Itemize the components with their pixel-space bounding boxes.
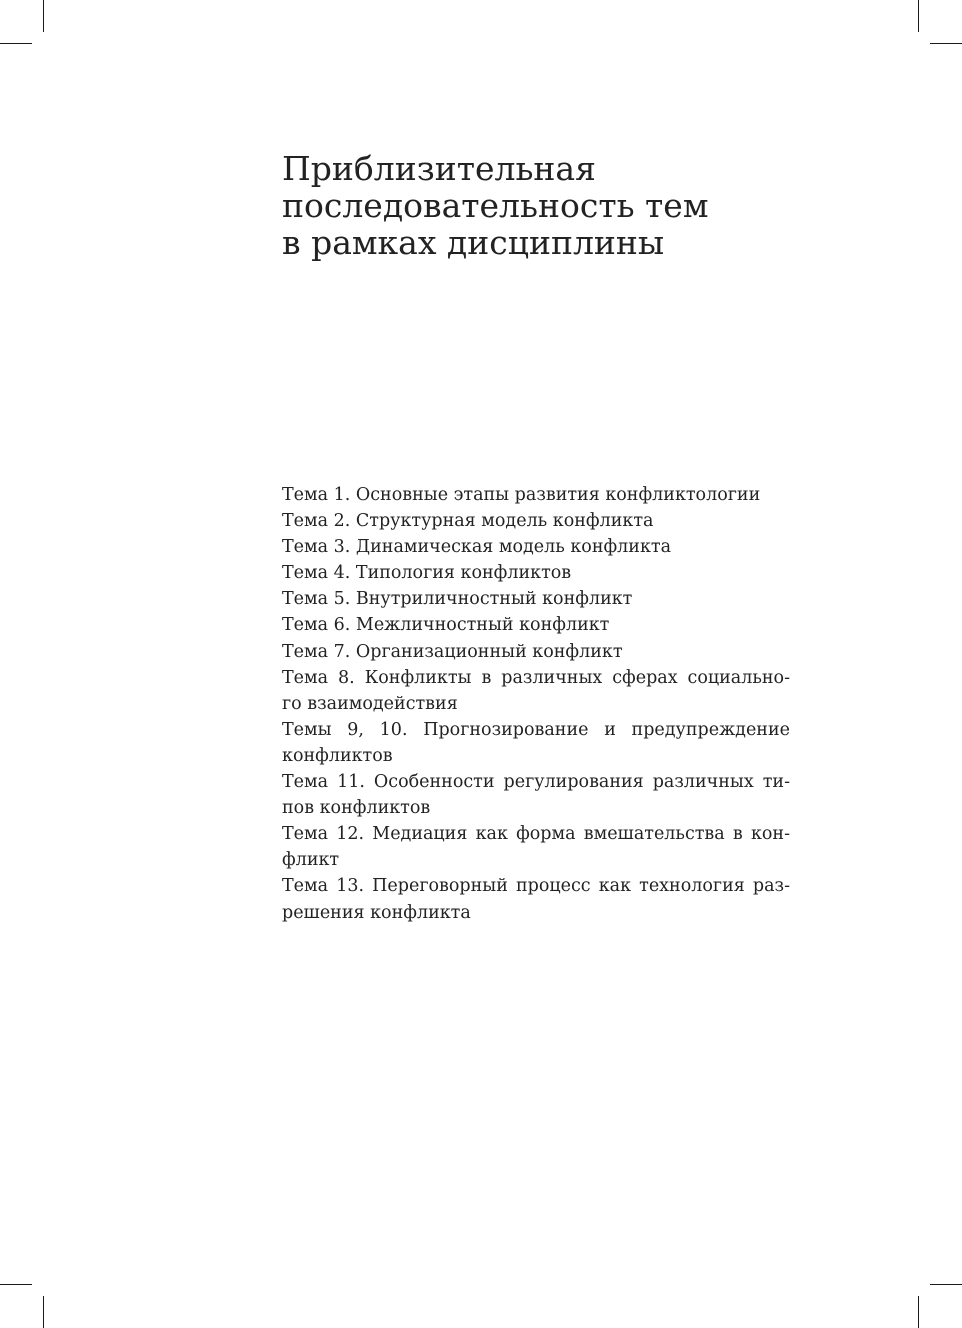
topic-item bbox=[282, 873, 790, 925]
topic-item bbox=[282, 821, 790, 873]
topic-line: Тема 3. Динамическая модель конфликта bbox=[282, 537, 672, 558]
topic-line: Тема 7. Организационный конфликт bbox=[282, 641, 623, 662]
topic-line: фликт bbox=[282, 850, 340, 871]
crop-mark-bottom-left-horizontal bbox=[0, 1284, 32, 1285]
crop-mark-top-right-horizontal bbox=[930, 43, 962, 44]
topic-line: го взаимодействия bbox=[282, 693, 458, 714]
crop-mark-bottom-right-horizontal bbox=[930, 1284, 962, 1285]
topic-line: Тема 5. Внутриличностный конфликт bbox=[282, 589, 633, 610]
topic-item bbox=[282, 508, 790, 534]
topic-line: Тема 12. Медиация как форма вмешательства в кон- bbox=[282, 824, 790, 845]
topic-item bbox=[282, 769, 790, 821]
crop-mark-bottom-right-vertical bbox=[918, 1296, 919, 1328]
topic-line: Тема 11. Особенности регулирования различных ти- bbox=[282, 772, 790, 793]
topic-line: Темы 9, 10. Прогнозирование и предупреждение bbox=[282, 719, 790, 740]
topic-line: Тема 8. Конфликты в различных сферах социально- bbox=[282, 667, 790, 688]
topic-line: Тема 4. Типология конфликтов bbox=[282, 563, 572, 584]
topic-item bbox=[282, 639, 790, 665]
topic-item bbox=[282, 717, 790, 769]
topic-list bbox=[282, 482, 790, 926]
topic-line: пов конфликтов bbox=[282, 798, 431, 819]
topic-line: Тема 13. Переговорный процесс как технология раз- bbox=[282, 876, 790, 897]
crop-mark-bottom-left-vertical bbox=[43, 1296, 44, 1328]
topic-item bbox=[282, 665, 790, 717]
topic-line: Тема 2. Структурная модель конфликта bbox=[282, 511, 654, 532]
topic-line: Тема 1. Основные этапы развития конфликтологии bbox=[282, 485, 761, 505]
topic-item bbox=[282, 612, 790, 638]
crop-mark-top-left-vertical bbox=[43, 0, 44, 32]
topic-item bbox=[282, 586, 790, 612]
topic-line: конфликтов bbox=[282, 745, 393, 766]
page-title-line: Приблизительная bbox=[282, 149, 596, 188]
topic-item bbox=[282, 482, 790, 508]
page-title bbox=[282, 150, 802, 261]
page-title-line: последовательность тем bbox=[282, 186, 709, 225]
crop-mark-top-right-vertical bbox=[918, 0, 919, 32]
topic-line: Тема 6. Межличностный конфликт bbox=[282, 615, 610, 636]
crop-mark-top-left-horizontal bbox=[0, 43, 32, 44]
page-title-line: в рамках дисциплины bbox=[282, 223, 665, 262]
topic-line: решения конфликта bbox=[282, 902, 471, 923]
topic-item bbox=[282, 560, 790, 586]
topic-item bbox=[282, 534, 790, 560]
